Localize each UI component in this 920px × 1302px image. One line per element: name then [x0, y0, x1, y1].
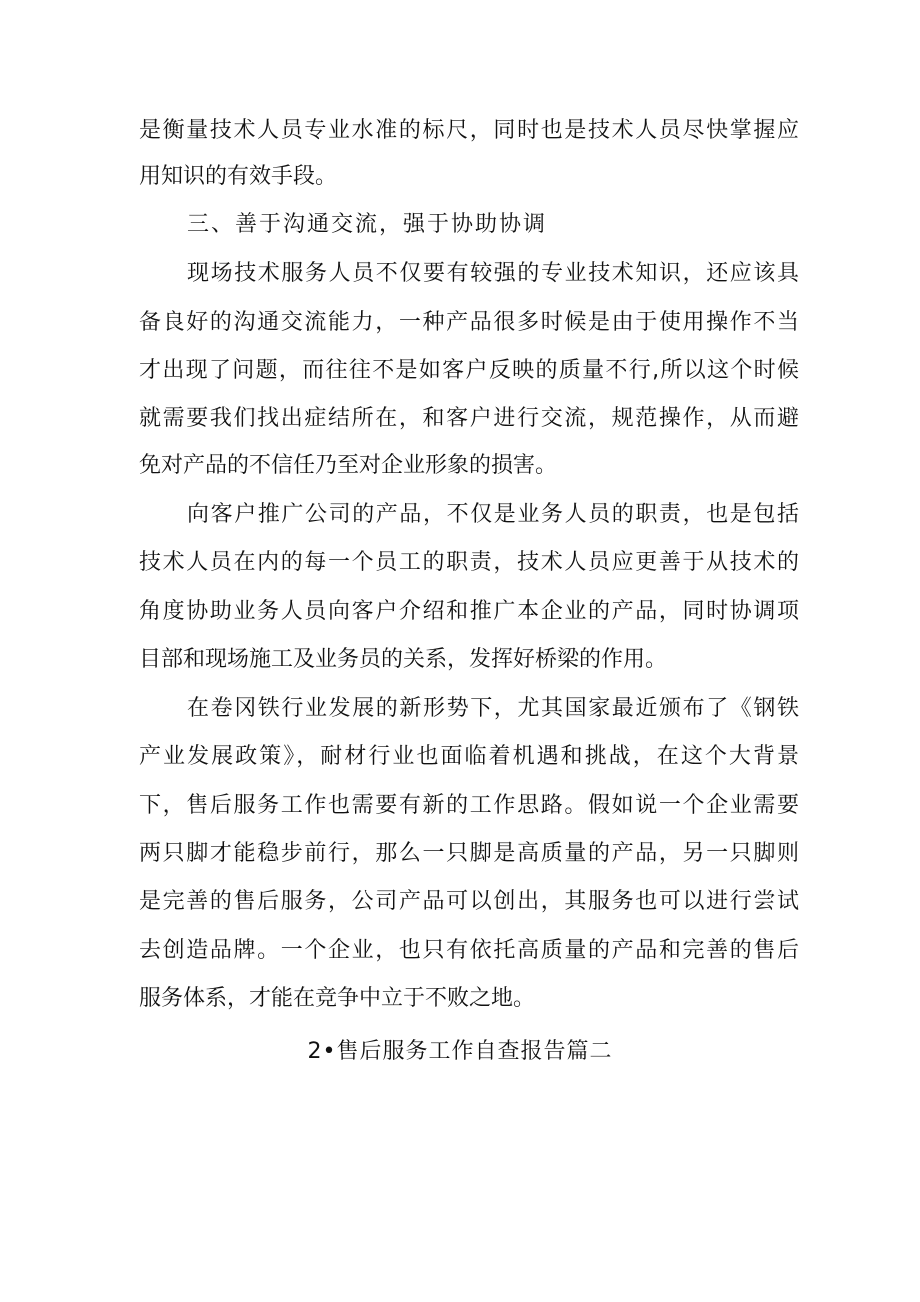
paragraph-line: 去创造品牌。一个企业，也只有依托高质量的产品和完善的售后	[139, 938, 799, 963]
paragraph-line: 用知识的有效手段。	[139, 164, 338, 189]
paragraph-line: 才出现了问题，而往往不是如客户反映的质量不行,所以这个时候	[139, 358, 799, 383]
paragraph-line: 向客户推广公司的产品，不仅是业务人员的职责，也是包括	[187, 502, 799, 527]
paragraph-line: 目部和现场施工及业务员的关系，发挥好桥梁的作用。	[139, 647, 668, 672]
section-title: 2•售后服务工作自查报告篇二	[307, 1039, 613, 1064]
paragraph-line: 在卷冈铁行业发展的新形势下，尤其国家最近颁布了《钢铁	[187, 696, 799, 721]
paragraph-line: 是完善的售后服务，公司产品可以创出，其服务也可以进行尝试	[139, 889, 799, 914]
paragraph-line: 备良好的沟通交流能力，一种产品很多时候是由于使用操作不当	[139, 310, 799, 335]
paragraph-line: 是衡量技术人员专业水准的标尺，同时也是技术人员尽快掌握应	[139, 118, 799, 143]
paragraph-line: 现场技术服务人员不仅要有较强的专业技术知识，还应该具	[187, 261, 799, 286]
paragraph-line: 服务体系，才能在竞争中立于不败之地。	[139, 986, 536, 1011]
paragraph-line: 就需要我们找出症结所在，和客户进行交流，规范操作，从而避	[139, 406, 799, 431]
paragraph-line: 免对产品的不信任乃至对企业形象的损害。	[139, 453, 558, 478]
paragraph-line: 两只脚才能稳步前行，那么一只脚是高质量的产品，另一只脚则	[139, 841, 799, 866]
paragraph-line: 技术人员在内的每一个员工的职责，技术人员应更善于从技术的	[139, 550, 799, 575]
paragraph-line: 产业发展政策》，耐材行业也面临着机遇和挑战，在这个大背景	[139, 744, 799, 769]
paragraph-line: 下，售后服务工作也需要有新的工作思路。假如说一个企业需要	[139, 793, 799, 818]
paragraph-line: 角度协助业务人员向客户介绍和推广本企业的产品，同时协调项	[139, 599, 799, 624]
section-heading: 三、善于沟通交流，强于协助协调	[187, 212, 548, 237]
